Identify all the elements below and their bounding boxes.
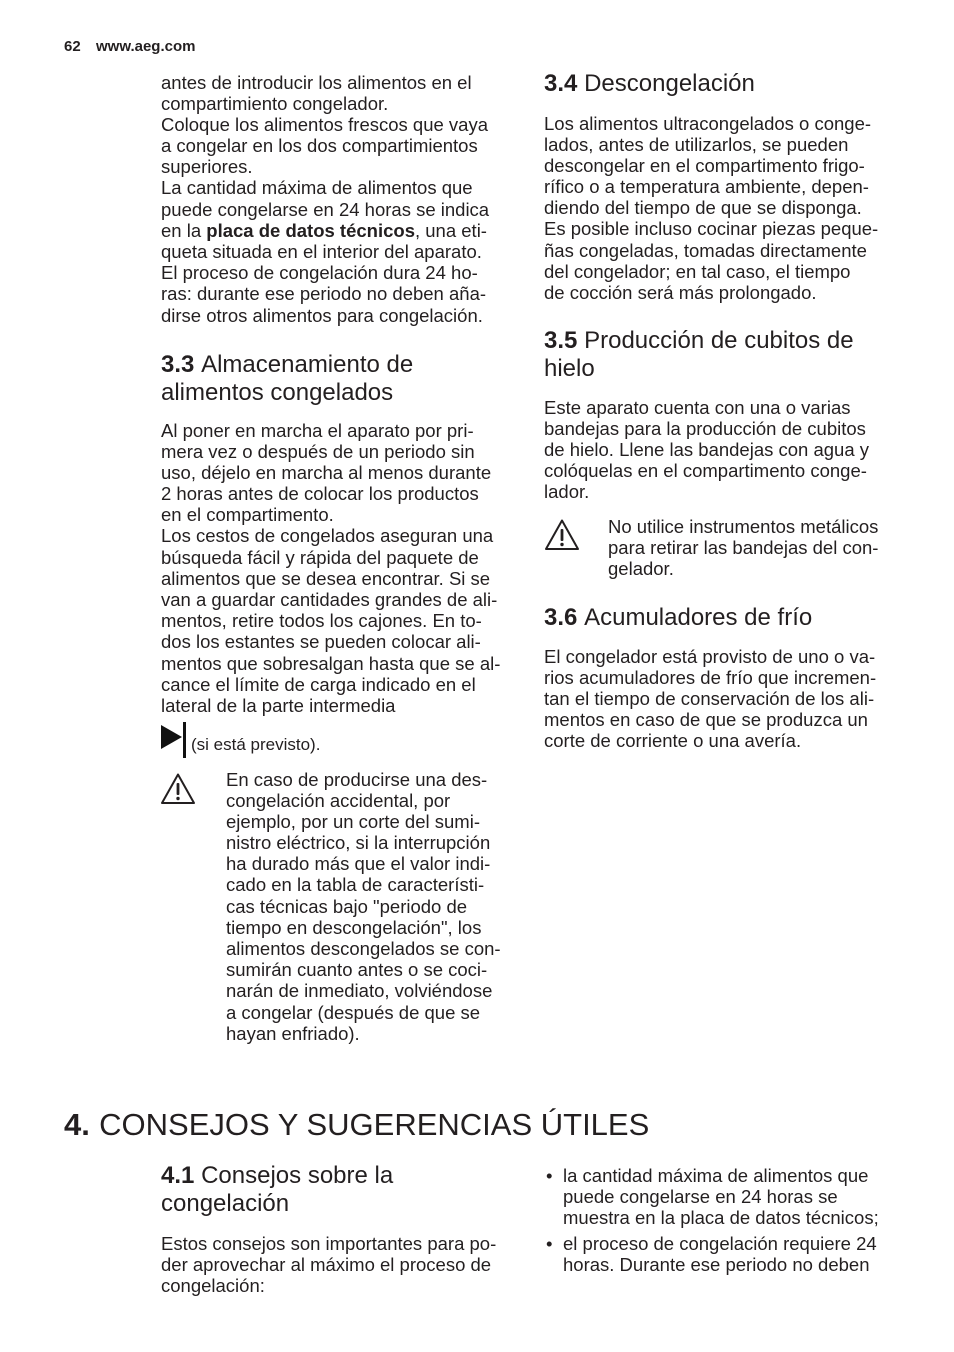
paragraph-line: El congelador está provisto de uno o va- [544,645,876,667]
chapter-title: CONSEJOS Y SUGERENCIAS ÚTILES [99,1107,650,1142]
section-number: 3.3 [161,351,195,378]
paragraph-line: en el compartimento. [161,504,334,526]
section-number: 3.4 [544,70,578,97]
section-title: Descongelación [584,70,755,97]
warning-icon [160,772,196,806]
paragraph-line: colóquelas en el compartimento conge- [544,460,867,482]
paragraph-line: de hielo. Llene las bandejas con agua y [544,438,870,460]
bullet-icon: • [546,1232,553,1254]
list-item-line: horas. Durante ese periodo no deben [563,1253,870,1275]
paragraph-line: del congelador; en tal caso, el tiempo [544,260,851,282]
intro-paragraph [161,72,489,326]
paragraph-line: congelación: [161,1274,265,1296]
paragraph-line: tan el tiempo de conservación de los ali- [544,687,875,709]
paragraph-line: der aprovechar al máximo el proceso de [161,1253,492,1275]
warning-line: gelador. [608,557,674,579]
paragraph-line: queta situada en el interior del aparato. [161,241,482,262]
paragraph-line: corte de corriente o una avería. [544,730,802,752]
chapter-heading [64,1105,649,1145]
paragraph-line: superiores. [161,156,253,178]
paragraph-line: mentos en caso de que se produzca un [544,709,868,731]
paragraph-line: El proceso de congelación dura 24 ho- [161,262,478,284]
paragraph-line: mentos, retire todos los cajones. En to- [161,610,482,632]
paragraph-line: Coloque los alimentos frescos que vaya [161,113,489,135]
paragraph-line: mera vez o después de un periodo sin [161,440,475,462]
warning-line: nistro eléctrico, si la interrupción [226,832,491,854]
paragraph-line: mentos que sobresalgan hasta que se al- [161,652,501,674]
chapter-number: 4. [64,1107,90,1142]
warning-text [226,769,501,1044]
shelf-limit-icon [161,722,188,758]
section-number: 3.6 [544,604,578,631]
list-item [546,1164,879,1229]
section-title: congelación [161,1190,290,1217]
paragraph-line: 2 horas antes de colocar los productos [161,483,479,505]
section-heading-3-3 [161,351,413,407]
page-number: 62 [64,38,81,55]
section-title: Acumuladores de frío [584,604,813,631]
section-title: Producción de cubitos de [584,327,854,354]
paragraph-line: alimentos que se desea encontrar. Si se [161,567,491,589]
list-item-line: puede congelarse en 24 horas se [563,1185,838,1207]
warning-line: sumirán cuanto antes o se coci- [226,959,488,981]
paragraph-line: ras: durante ese periodo no deben aña- [161,283,487,305]
paragraph-line: cance el límite de carga indicado en el [161,673,476,695]
paragraph-line: Los cestos de congelados aseguran una [161,525,494,547]
paragraph-line: dirse otros alimentos para congelación. [161,304,483,326]
warning-line: ejemplo, por un corte del sumi- [226,810,480,832]
paragraph-line: a congelar en los dos compartimientos [161,135,478,157]
paragraph-line: lateral de la parte intermedia [161,694,396,716]
warning-line: congelación accidental, por [226,789,451,811]
paragraph-line: Los alimentos ultracongelados o conge- [544,112,872,134]
bullet-icon: • [546,1164,553,1186]
paragraph-line: búsqueda fácil y rápida del paquete de [161,546,479,568]
warning-line: En caso de producirse una des- [226,768,488,790]
warning-line: tiempo en descongelación", los [226,916,482,938]
note-text: (si está previsto). [191,735,321,754]
section-title: Almacenamiento de [201,351,414,378]
warning-line: a congelar (después de que se [226,1001,481,1023]
paragraph-line: van a guardar cantidades grandes de ali- [161,589,498,610]
paragraph-line: lados, antes de utilizarlos, se pueden [544,133,849,155]
warning-line: No utilice instrumentos metálicos [608,515,879,537]
bold-term: placa de datos técnicos [206,219,415,241]
section-4-1-paragraph [161,1233,496,1297]
paragraph-line: lador. [544,481,590,503]
paragraph-line: puede congelarse en 24 horas se indica [161,198,490,220]
list-item-line: muestra en la placa de datos técnicos; [563,1206,879,1228]
paragraph-line: rífico o a temperatura ambiente, depen- [544,176,869,198]
paragraph-line: bandejas para la producción de cubitos [544,417,866,439]
section-number: 4.1 [161,1162,195,1189]
paragraph-line: diendo del tiempo de que se disponga. [544,197,862,219]
section-title: hielo [544,355,595,382]
paragraph-line: descongelar en el compartimento frigo- [544,154,865,176]
list-item-line: la cantidad máxima de alimentos que [563,1164,869,1186]
section-title: alimentos congelados [161,379,394,406]
warning-line: ha durado más que el valor indi- [226,853,491,875]
section-heading-4-1 [161,1162,393,1218]
section-number: 3.5 [544,327,578,354]
paragraph-line: Estos consejos son importantes para po- [161,1232,497,1254]
warning-line: cado en la tabla de característi- [226,874,485,896]
paragraph-line: antes de introducir los alimentos en el [161,71,472,93]
list-item [546,1232,877,1275]
paragraph-line: Este aparato cuenta con una o varias [544,396,851,418]
warning-line: para retirar las bandejas del con- [608,536,879,558]
text-run: , una eti- [414,219,487,241]
paragraph-line: compartimiento congelador. [161,92,389,114]
section-title: Consejos sobre la [201,1162,394,1189]
paragraph-line: de cocción será más prolongado. [544,282,817,303]
paragraph-line: Es posible incluso cocinar piezas peque- [544,218,879,240]
section-3-3-paragraph [161,420,500,717]
text-run: en la [161,219,207,241]
warning-line: hayan enfriado). [226,1022,360,1044]
warning-line: narán de inmediato, volviéndose [226,980,493,1002]
paragraph-line: La cantidad máxima de alimentos que [161,177,473,199]
warning-line: cas técnicas bajo "periodo de [226,895,468,917]
paragraph-line: ñas congeladas, tomadas directamente [544,239,867,261]
paragraph-line: dos los estantes se pueden colocar ali- [161,631,481,653]
paragraph-line: rios acumuladores de frío que incremen- [544,666,877,688]
paragraph-line: Al poner en marcha el aparato por pri- [161,419,474,441]
paragraph-line [161,220,489,241]
warning-line: alimentos descongelados se con- [226,938,501,959]
site-url: www.aeg.com [96,38,196,55]
list-item-line: el proceso de congelación requiere 24 [563,1232,877,1254]
paragraph-line: uso, déjelo en marcha al menos durante [161,461,492,483]
